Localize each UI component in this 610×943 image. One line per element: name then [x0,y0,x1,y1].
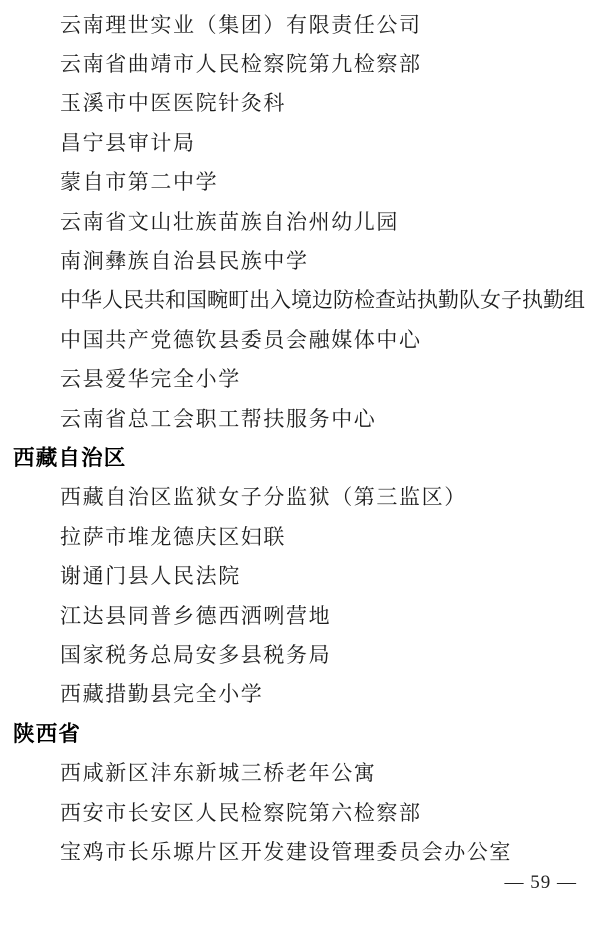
list-item: 昌宁县审计局 [60,130,196,155]
list-item: 云南理世实业（集团）有限责任公司 [60,12,422,37]
province-heading: 陕西省 [13,722,82,747]
list-item: 玉溪市中医医院针灸科 [60,91,286,116]
list-item: 拉萨市堆龙德庆区妇联 [60,524,286,549]
list-item: 西安市长安区人民检察院第六检察部 [60,800,422,825]
list-item: 宝鸡市长乐塬片区开发建设管理委员会办公室 [60,839,512,864]
list-item: 云南省文山壮族苗族自治州幼儿园 [60,209,399,234]
list-item: 西藏自治区监狱女子分监狱（第三监区） [60,485,467,510]
page-number: — 59 — [504,872,577,893]
list-item: 江达县同普乡德西洒咧营地 [60,603,332,628]
list-item: 西咸新区沣东新城三桥老年公寓 [60,761,377,786]
list-item: 西藏措勤县完全小学 [60,682,264,707]
list-item: 中华人民共和国畹町出入境边防检查站执勤队女子执勤组 [60,288,585,313]
list-item: 中国共产党德钦县委员会融媒体中心 [60,327,422,352]
list-item: 云县爱华完全小学 [60,367,241,392]
list-item: 云南省总工会职工帮扶服务中心 [60,406,377,431]
list-item: 云南省曲靖市人民检察院第九检察部 [60,52,422,77]
list-item: 蒙自市第二中学 [60,170,219,195]
list-item: 谢通门县人民法院 [60,564,241,589]
list-item: 南涧彝族自治县民族中学 [60,249,309,274]
province-heading: 西藏自治区 [13,446,127,471]
list-item: 国家税务总局安多县税务局 [60,642,332,667]
